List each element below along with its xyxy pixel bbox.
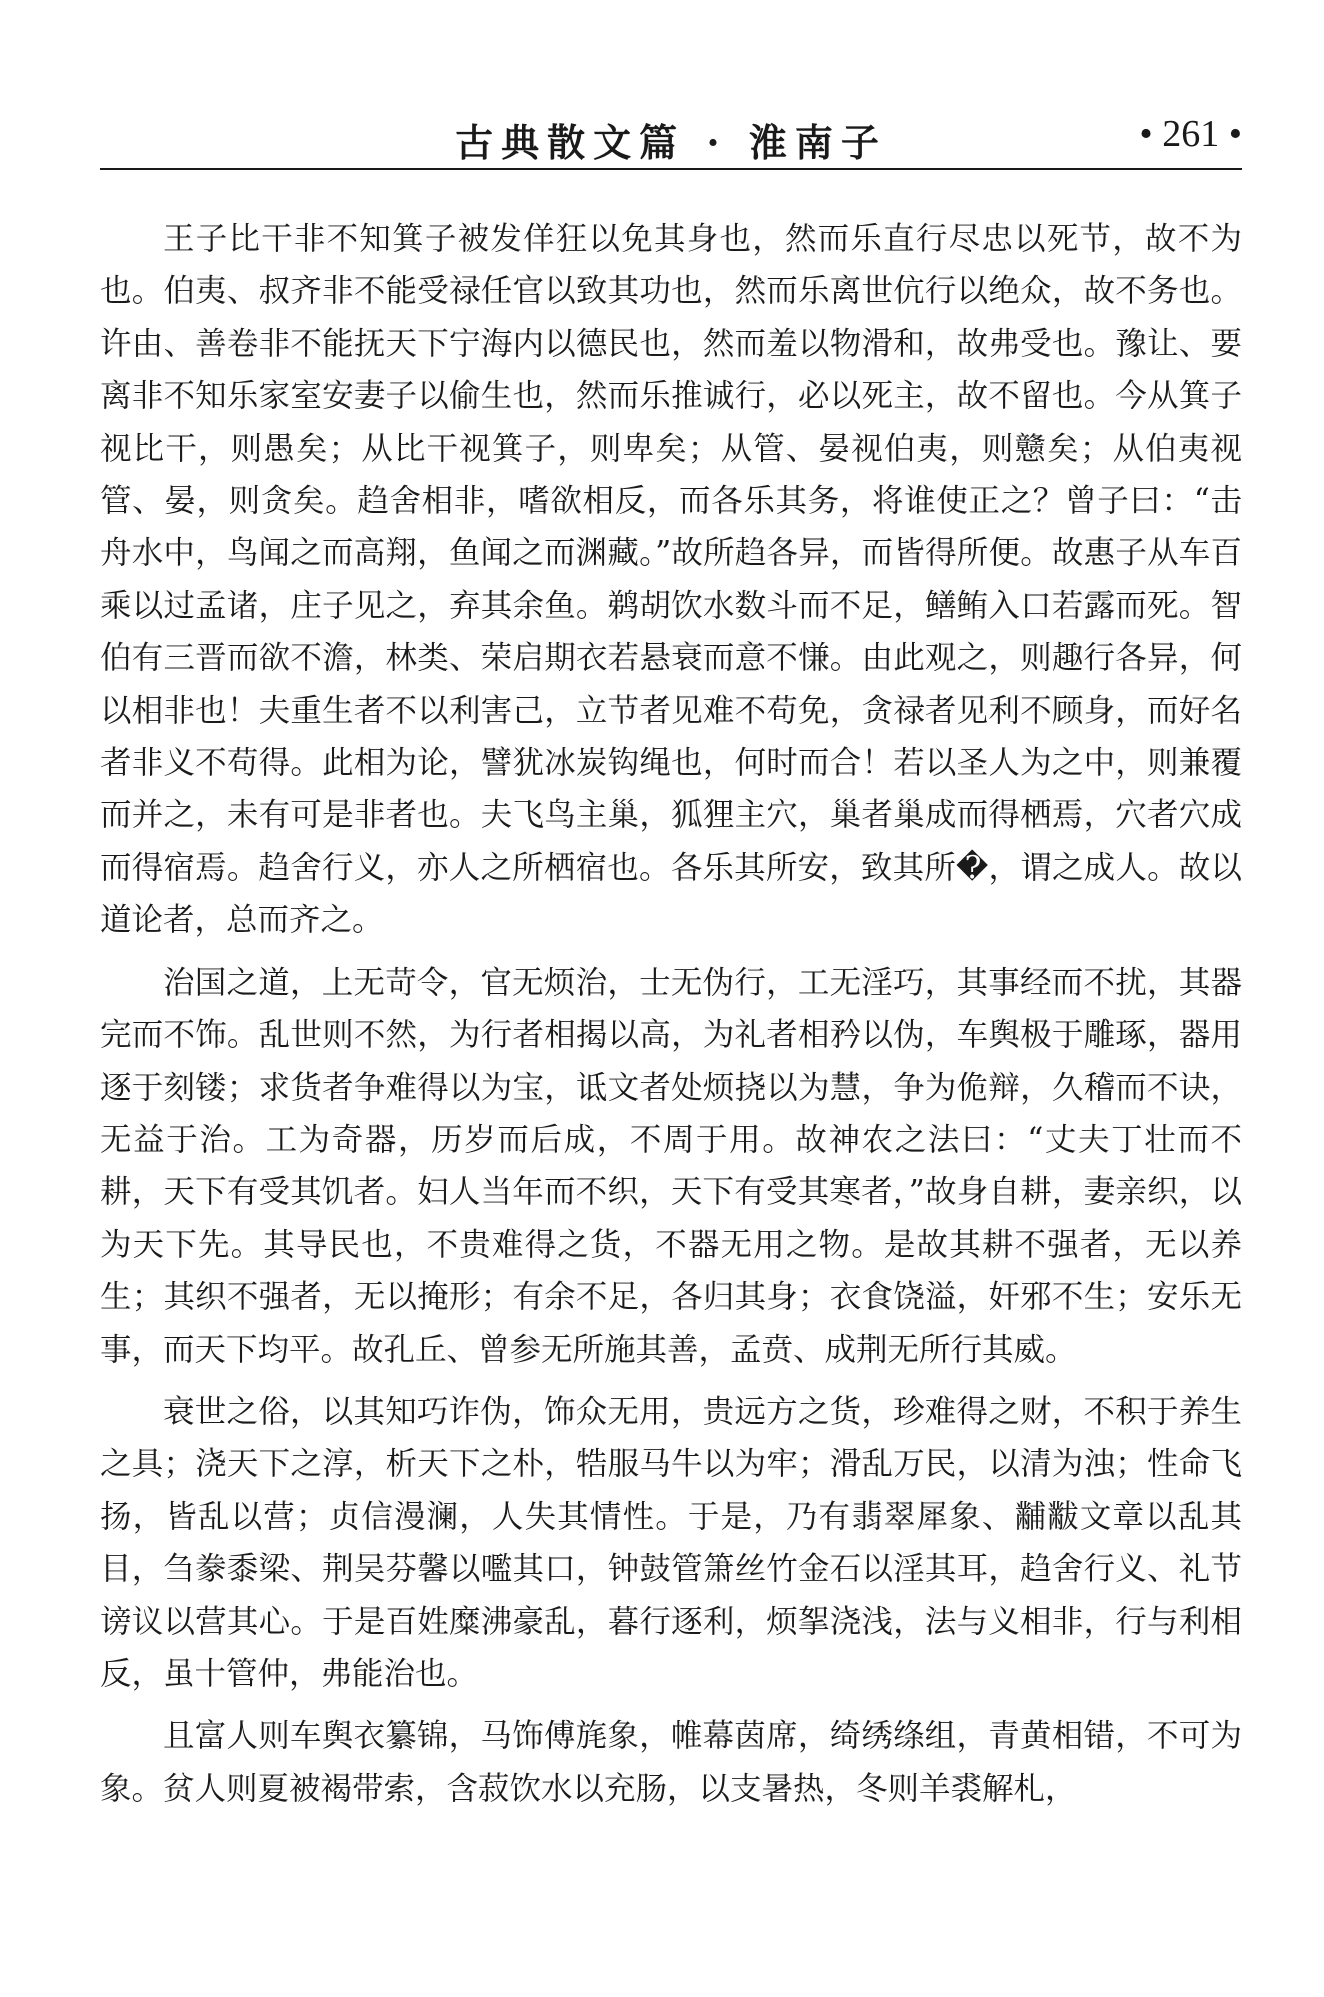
header-rule: [100, 168, 1242, 170]
body-text: [100, 213, 1242, 1825]
paragraph-1: 王子比干非不知箕子被发佯狂以免其身也，然而乐直行尽忠以死节，故不为也。伯夷、叔齐非不能受禄任官以致其功也，然而乐离世伉行以绝众，故不务也。许由、善卷非不能抚天下宁海内以德民也，然而羞以物滑和，故弗受也。豫让、要离非不知乐家室安妻子以偷生也，然而乐推诚行，必以死主，故不留也。今从箕子视比干，则愚矣；从比干视箕子，则卑矣；从管、晏视伯夷，则戆矣；从伯夷视管、晏，则贪矣。趋舍相非，嗜欲相反，而各乐其务，将谁使正之？曾子曰：“击舟水中，鸟闻之而高翔，鱼闻之而渊藏。”故所趋各异，而皆得所便。故惠子从车百乘以过孟诸，庄子见之，弃其余鱼。鹈胡饮水数斗而不足，鳝鲔入口若露而死。智伯有三晋而欲不澹，林类、荣启期衣若悬衰而意不慊。由此观之，则趣行各异，何以相非也！夫重生者不以利害己，立节者见难不苟免，贪禄者见利不顾身，而好名者非义不苟得。此相为论，譬犹冰炭钩绳也，何时而合！若以圣人为之中，则兼覆而并之，未有可是非者也。夫飞鸟主巢，狐狸主穴，巢者巢成而得栖焉，穴者穴成而得宿焉。趋舍行义，亦人之所栖宿也。各乐其所安，致其所�，谓之成人。故以道论者，总而齐之。: [100, 221, 1242, 939]
header-title: 古典散文篇 · 淮南子: [455, 120, 887, 165]
running-header: [100, 100, 1242, 170]
paragraph-2: 治国之道，上无苛令，官无烦治，士无伪行，工无淫巧，其事经而不扰，其器完而不饰。乱世则不然，为行者相揭以高，为礼者相矜以伪，车舆极于雕琢，器用逐于刻镂；求货者争难得以为宝，诋文者处烦挠以为慧，争为佹辩，久稽而不诀，无益于治。工为奇器，历岁而后成，不周于用。故神农之法曰：“丈夫丁壮而不耕，天下有受其饥者。妇人当年而不织，天下有受其寒者，”故身自耕，妻亲织，以为天下先。其导民也，不贵难得之货，不器无用之物。是故其耕不强者，无以养生；其织不强者，无以掩形；有余不足，各归其身；衣食饶溢，奸邪不生；安乐无事，而天下均平。故孔丘、曾参无所施其善，孟贲、成荆无所行其威。: [100, 964, 1242, 1368]
paragraph-3: 衰世之俗，以其知巧诈伪，饰众无用，贵远方之货，珍难得之财，不积于养生之具；浇天下之淳，析天下之朴，牿服马牛以为牢；滑乱万民，以清为浊；性命飞扬，皆乱以营；贞信漫澜，人失其情性。于是，乃有翡翠犀象、黼黻文章以乱其目，刍豢黍梁、荆吴芬馨以嚂其口，钟鼓管箫丝竹金石以淫其耳，趋舍行义、礼节谤议以营其心。于是百姓糜沸豪乱，暮行逐利，烦挐浇浅，法与义相非，行与利相反，虽十管仲，弗能治也。: [100, 1393, 1242, 1692]
paragraph-4: 且富人则车舆衣纂锦，马饰傅旄象，帷幕茵席，绮绣绦组，青黄相错，不可为象。贫人则夏被褐带索，含菽饮水以充肠，以支暑热，冬则羊裘解札，: [100, 1718, 1242, 1807]
page-number: • 261 •: [1139, 113, 1242, 155]
